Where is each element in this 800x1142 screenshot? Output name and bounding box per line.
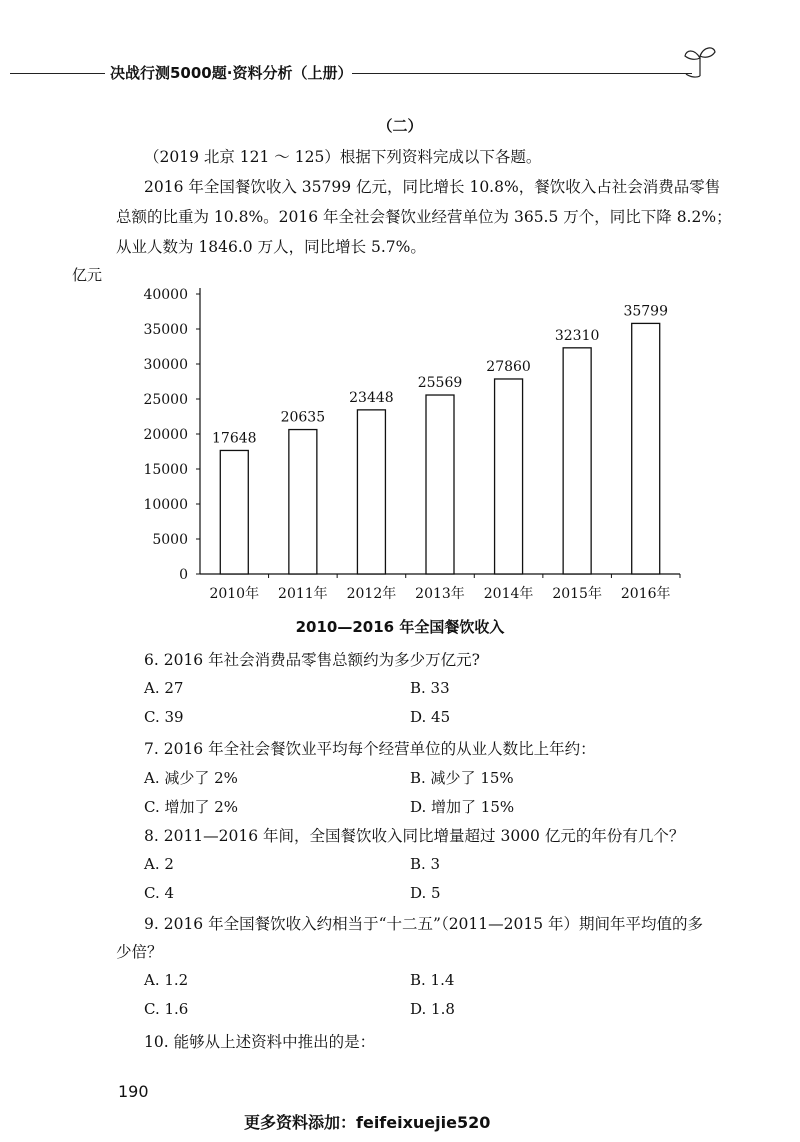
y-tick-label: 20000 <box>143 427 188 443</box>
intro-line: 2016 年全国餐饮收入 35799 亿元，同比增长 10.8%，餐饮收入占社会消费品零售 <box>144 178 721 196</box>
question-10: 10. 能够从上述资料中推出的是： <box>144 1033 376 1051</box>
sprout-icon <box>682 44 718 78</box>
option: C. 1.6 <box>144 1000 189 1018</box>
data-label: 17648 <box>212 430 257 447</box>
data-label: 23448 <box>349 389 394 406</box>
y-tick-label: 0 <box>179 567 188 583</box>
x-tick-label: 2016年 <box>620 586 671 602</box>
y-tick-label: 25000 <box>143 392 188 408</box>
bar <box>632 323 660 574</box>
y-tick-label: 35000 <box>143 322 188 338</box>
data-label: 25569 <box>417 375 463 392</box>
data-label: 35799 <box>623 303 668 320</box>
option: B. 33 <box>410 679 450 697</box>
y-tick-label: 5000 <box>152 532 188 548</box>
source-line: （2019 北京 121 ～ 125）根据下列资料完成以下各题。 <box>144 148 542 166</box>
x-tick-label: 2014年 <box>483 586 534 602</box>
intro-line: 从业人数为 1846.0 万人，同比增长 5.7%。 <box>116 238 426 256</box>
question-6: 6. 2016 年社会消费品零售总额约为多少万亿元? <box>144 651 480 669</box>
y-tick-label: 15000 <box>143 462 188 478</box>
option: A. 1.2 <box>144 971 189 989</box>
x-tick-label: 2015年 <box>552 586 602 602</box>
option: A. 2 <box>144 855 174 873</box>
section-number: （二） <box>377 117 423 135</box>
y-tick-label: 10000 <box>143 497 188 513</box>
intro-line: 总额的比重为 10.8%。2016 年全社会餐饮业经营单位为 365.5 万个，同比下降 8.2%； <box>116 208 732 226</box>
bar <box>495 379 523 574</box>
bar <box>563 348 591 574</box>
x-tick-label: 2012年 <box>346 586 397 602</box>
option: D. 5 <box>410 884 441 902</box>
chart-title: 2010—2016 年全国餐饮收入 <box>295 618 505 636</box>
y-axis-label: 亿元 <box>72 266 103 284</box>
y-tick-label: 40000 <box>143 287 188 303</box>
option: B. 减少了 15% <box>410 769 514 787</box>
question-9: 9. 2016 年全国餐饮收入约相当于“十二五”（2011—2015 年）期间年平均值的多 <box>144 915 704 933</box>
question-7: 7. 2016 年全社会餐饮业平均每个经营单位的从业人数比上年约： <box>144 740 596 758</box>
option: A. 减少了 2% <box>144 769 238 787</box>
option: D. 增加了 15% <box>410 798 515 816</box>
running-header <box>0 62 800 86</box>
bar <box>289 430 317 574</box>
option: D. 1.8 <box>410 1000 455 1018</box>
data-label: 27860 <box>486 358 531 375</box>
header-rule-left <box>10 73 105 74</box>
x-tick-label: 2011年 <box>278 586 328 602</box>
bar <box>426 395 454 574</box>
bar <box>220 450 248 574</box>
footer-note: 更多资料添加：feifeixuejie520 <box>244 1113 491 1132</box>
data-label: 20635 <box>280 409 326 426</box>
option: C. 4 <box>144 884 175 902</box>
bar-chart <box>60 262 700 612</box>
option: A. 27 <box>144 679 184 697</box>
page-number: 190 <box>118 1082 149 1101</box>
bar <box>357 410 385 574</box>
option: D. 45 <box>410 708 451 726</box>
x-tick-label: 2010年 <box>209 586 260 602</box>
header-title: 决战行测5000题·资料分析（上册） <box>110 64 353 82</box>
option: C. 39 <box>144 708 184 726</box>
question-9-continued: 少倍？ <box>116 943 163 961</box>
option: C. 增加了 2% <box>144 798 239 816</box>
option: B. 3 <box>410 855 441 873</box>
option: B. 1.4 <box>410 971 455 989</box>
question-8: 8. 2011—2016 年间，全国餐饮收入同比增量超过 3000 亿元的年份有几个？ <box>144 827 685 845</box>
x-tick-label: 2013年 <box>415 586 465 602</box>
data-label: 32310 <box>554 327 600 344</box>
y-tick-label: 30000 <box>143 357 188 373</box>
header-rule-right <box>352 73 692 74</box>
